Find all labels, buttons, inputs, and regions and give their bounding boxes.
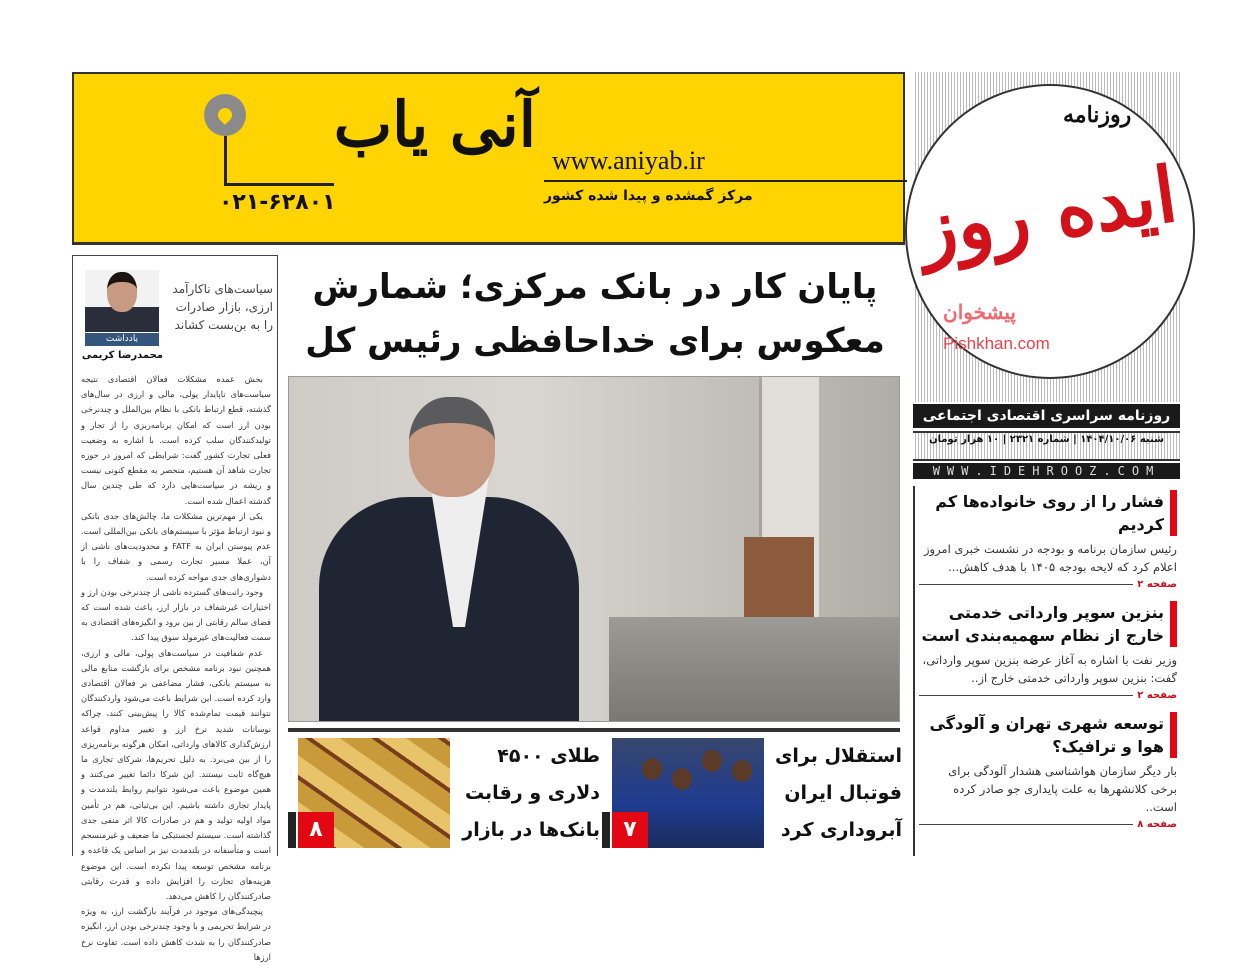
news-item[interactable]: [919, 601, 1177, 702]
author-photo: [85, 270, 159, 332]
divider: [224, 136, 227, 186]
sidebar-news: [913, 486, 1180, 856]
news-item[interactable]: [919, 490, 1177, 591]
page-number: صفحه ۲: [1137, 579, 1177, 590]
newspaper-logo: ایده روز: [913, 149, 1183, 274]
column-label: یادداشت: [85, 333, 159, 346]
story-line: آبروداری کرد: [780, 819, 902, 841]
paragraph: عدم شفافیت در سیاست‌های پولی، مالی و ارزی، همچنین نبود برنامه مشخص برای بازگشت منابع مالی به سیستم بانکی، فشار مضاعفی بر فعالان اقتصادی وارد کرده است. این شرایط باعث می‌شود واردکنندگان نتوانند قیمت تمام‌شده کالا را پیش‌بینی کنند، چراکه نوسانات شدید نرخ ارز و تغییر مداوم قواعد ارزش‌گذاری کالاهای وارداتی، امکان هرگونه برنامه‌ریزی را از بین می‌برد. به دلیل تحریم‌ها، شرکای تجاری ما هیچ‌گاه ثابت نیستند. این شرکا دائما تغییر می‌کنند و همین موضوع باعث می‌شود نتوانیم روابط بلندمدت و پایدار تجاری داشته باشیم. این بی‌ثباتی، هم در تأمین مواد اولیه تولید و هم در صادرات کالا اثر منفی جدی گذاشته است. سیستم لجستیکی ما ضعیف و غیرمنسجم است و متأسفانه در بلندمدت نیز بر اساس یک قاعده و برنامه مشخص توسعه پیدا نکرده است. این موضوع هزینه‌های تجارت را افزایش داده و قدرت رقابتی صادرکنندگان را کاهش می‌دهد.: [81, 647, 271, 901]
news-title: فشار را از روی خانواده‌ها کم کردیم: [919, 490, 1177, 536]
main-photo: [288, 376, 900, 722]
divider: [288, 728, 900, 732]
column-author: محمدرضا کریمی: [81, 350, 163, 361]
aniyab-advertisement: [72, 72, 905, 245]
watermark-fa: پیشخوان: [943, 300, 1016, 324]
column-body: [81, 372, 271, 965]
gold-bars-photo: [298, 738, 450, 848]
story-line: دلاری و رقابت: [464, 782, 600, 804]
news-summary: بار دیگر سازمان هواشناسی هشدار آلودگی برای برخی کلانشهرها به علت پایداری جو صادر کرده است..: [948, 764, 1177, 814]
watermark: Pishkhan.com: [943, 334, 1050, 353]
page-number: صفحه ۲: [1137, 690, 1177, 701]
headline-line: معکوس برای خداحافظی رئیس کل: [305, 321, 885, 361]
football-photo: [612, 738, 764, 848]
page-ref: [919, 578, 1177, 591]
page-number: صفحه ۸: [1137, 819, 1177, 830]
divider: [224, 183, 334, 186]
masthead-subtitle: روزنامه سراسری اقتصادی اجتماعی: [913, 404, 1180, 428]
page-ref: [919, 689, 1177, 702]
story-line: طلای ۴۵۰۰: [497, 745, 600, 767]
page-badge: ۸: [298, 812, 334, 848]
page-badge: ۷: [612, 812, 648, 848]
opinion-column: [72, 255, 278, 962]
issue-line: شنبه ۱۴۰۴/۱۰/۰۶ | شماره ۲۳۲۱ | ۱۰ هزار تومان: [913, 431, 1180, 461]
paragraph: پیچیدگی‌های موجود در فرآیند بازگشت ارز، به ویژه در شرایط تحریمی و با وجود چندنرخی بودن ارز، انگیزه صادرکنندگان را به شدت کاهش داده است. تفاوت نرخ ارزها: [81, 906, 271, 962]
location-pin-icon: [204, 94, 246, 136]
ad-phone: ۰۲۱-۶۲۸۰۱: [219, 190, 336, 215]
news-title: بنزین سوپر وارداتی خدمتی خارج از نظام سهمیه‌بندی است: [919, 601, 1177, 647]
bottom-story-gold[interactable]: [455, 738, 600, 849]
column-title[interactable]: سیاست‌های ناکارآمد ارزی، بازار صادرات را به بن‌بست کشاند: [172, 282, 273, 332]
ad-brand: آنی یاب: [333, 88, 536, 161]
main-headline[interactable]: [285, 260, 905, 368]
bottom-story-football[interactable]: [768, 738, 902, 849]
divider: [544, 180, 907, 182]
accent-bar: [602, 812, 610, 848]
ad-url[interactable]: www.aniyab.ir: [552, 146, 705, 175]
news-item[interactable]: [919, 712, 1177, 831]
story-line: فوتبال ایران: [784, 782, 902, 804]
story-line: استقلال برای: [774, 745, 902, 767]
website[interactable]: WWW.IDEHROOZ.COM: [913, 463, 1180, 479]
ad-tagline: مرکز گمشده و پیدا شده کشور: [544, 188, 753, 204]
headline-line: پایان کار در بانک مرکزی؛ شمارش: [312, 267, 878, 307]
news-summary: وزیر نفت با اشاره به آغاز عرضه بنزین سوپر وارداتی، گفت: بنزین سوپر وارداتی خدمتی خارج از..: [922, 653, 1177, 685]
paragraph: بخش عمده مشکلات فعالان اقتصادی نتیجه سیاست‌های ناپایدار پولی، مالی و ارزی در سال‌های گذشته، قطع ارتباط بانکی با نظام بین‌الملل و چندنرخی بودن ارز است که امکان برنامه‌ریزی را از تجار و تولیدکنندگان سلب کرده است. با اشاره به وضعیت فعلی تجارت کشور گفت: شرایطی که امروز در حوزه تجارت شاهد آن هستیم، منحصر به مقطع کنونی نیست و ریشه در سیاست‌هایی دارد که طی چندین سال گذشته اعمال شده است.: [81, 374, 271, 506]
page-ref: [919, 818, 1177, 831]
accent-bar: [288, 812, 296, 848]
masthead-prefix: روزنامه: [1063, 102, 1132, 128]
news-title: توسعه شهری تهران و آلودگی هوا و ترافیک؟: [919, 712, 1177, 758]
news-summary: رئیس سازمان برنامه و بودجه در نشست خبری امروز اعلام کرد که لایحه بودجه ۱۴۰۵ با هدف کاهش...: [923, 542, 1177, 574]
paragraph: وجود رانت‌های گسترده ناشی از چندنرخی بودن ارز و اختیارات غیرشفاف در بازار ارز، باعث شده است که فضای سالم رقابتی از بین برود و انگیزه‌های اقتصادی به سمت فعالیت‌های غیرمولد سوق پیدا کند.: [81, 586, 271, 643]
paragraph: یکی از مهم‌ترین مشکلات ما، چالش‌های جدی بانکی و نبود ارتباط مؤثر با سیستم‌های بانکی بین‌المللی است. عدم پیوستن ایران به FATF و محدودیت‌های ناشی از آن، عملا مسیر تجارت رسمی و شفاف را با دشواری‌های جدی مواجه کرده است.: [81, 510, 271, 582]
story-line: بانک‌ها در بازار: [462, 819, 600, 841]
masthead: [913, 72, 1183, 402]
